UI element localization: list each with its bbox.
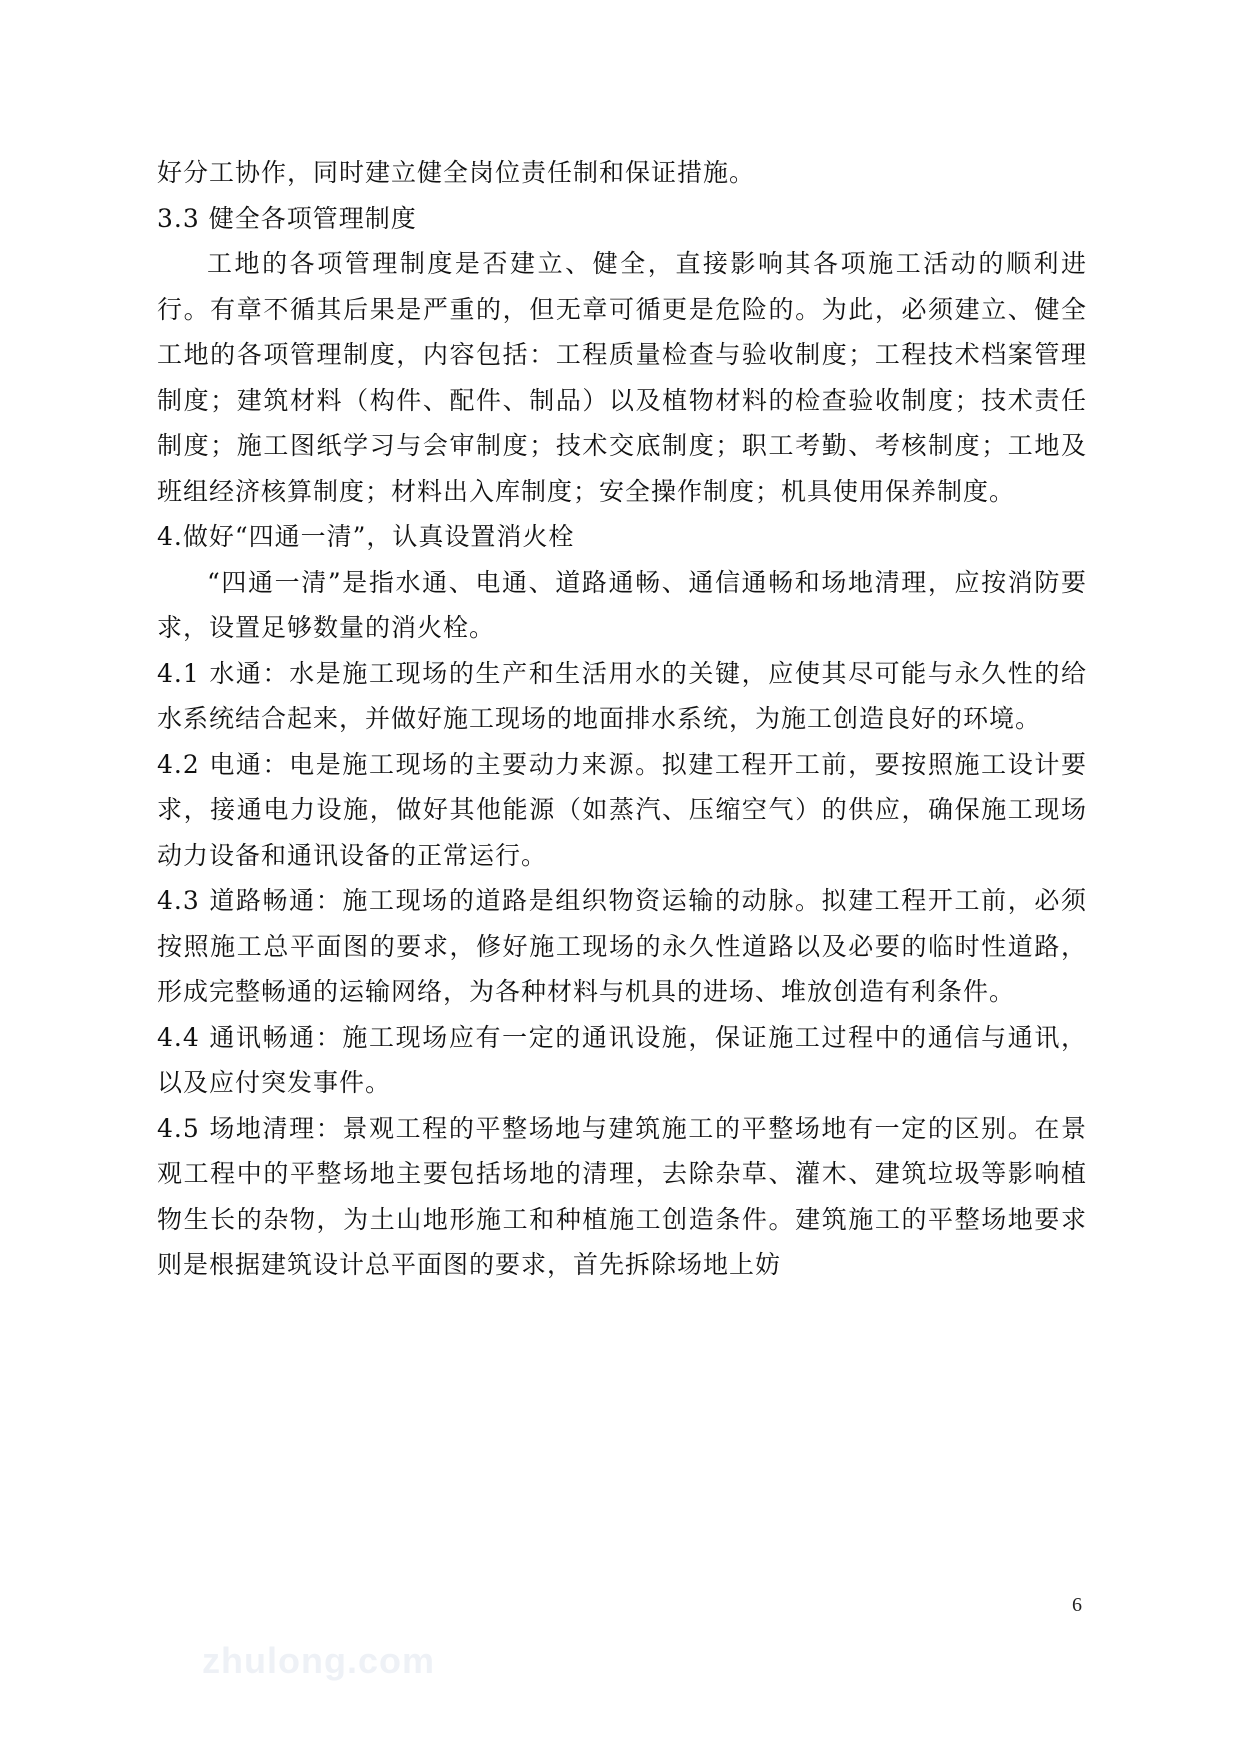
paragraph-4-5-site-clearing: 4.5 场地清理：景观工程的平整场地与建筑施工的平整场地有一定的区别。在景观工程中的平整场地主要包括场地的清理，去除杂草、灌木、建筑垃圾等影响植物生长的杂物，为土山地形施工和种植施工创造条件。建筑施工的平整场地要求则是根据建筑设计总平面图的要求，首先拆除场地上妨 xyxy=(157,1113,1087,1279)
paragraph-4-4-communication: 4.4 通讯畅通：施工现场应有一定的通讯设施，保证施工过程中的通信与通讯，以及应付突发事件。 xyxy=(157,1022,1087,1097)
section-heading-3-3: 3.3 健全各项管理制度 xyxy=(157,203,417,233)
page-body xyxy=(157,150,1087,1288)
paragraph-four-connections: “四通一清”是指水通、电通、道路通畅、通信通畅和场地清理，应按消防要求，设置足够数量的消火栓。 xyxy=(157,567,1087,642)
paragraph-4-1-water: 4.1 水通：水是施工现场的生产和生活用水的关键，应使其尽可能与永久性的给水系统结合起来，并做好施工现场的地面排水系统，为施工创造良好的环境。 xyxy=(157,658,1087,733)
watermark-logo: zhulong.com xyxy=(202,1640,435,1681)
paragraph-continuation: 好分工协作，同时建立健全岗位责任制和保证措施。 xyxy=(157,158,756,187)
paragraph-management-systems: 工地的各项管理制度是否建立、健全，直接影响其各项施工活动的顺利进行。有章不循其后果是严重的，但无章可循更是危险的。为此，必须建立、健全工地的各项管理制度，内容包括：工程质量检查与验收制度；工程技术档案管理制度；建筑材料（构件、配件、制品）以及植物材料的检查验收制度；技术责任制度；施工图纸学习与会审制度；技术交底制度；职工考勤、考核制度；工地及班组经济核算制度；材料出入库制度；安全操作制度；机具使用保养制度。 xyxy=(157,249,1087,506)
page-number: 6 xyxy=(1072,1594,1082,1616)
paragraph-4-2-power: 4.2 电通：电是施工现场的主要动力来源。拟建工程开工前，要按照施工设计要求，接通电力设施，做好其他能源（如蒸汽、压缩空气）的供应，确保施工现场动力设备和通讯设备的正常运行。 xyxy=(157,749,1087,870)
paragraph-4-3-roads: 4.3 道路畅通：施工现场的道路是组织物资运输的动脉。拟建工程开工前，必须按照施工总平面图的要求，修好施工现场的永久性道路以及必要的临时性道路，形成完整畅通的运输网络，为各种材料与机具的进场、堆放创造有利条件。 xyxy=(157,886,1087,1006)
section-heading-4: 4.做好“四通一清”，认真设置消火栓 xyxy=(157,522,575,551)
